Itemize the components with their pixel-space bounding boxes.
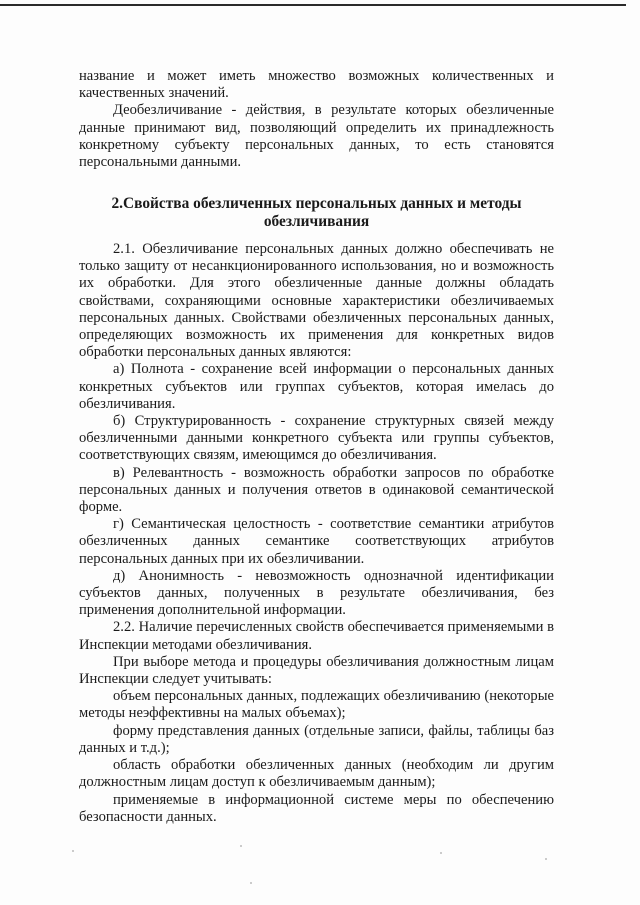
- property-semantic-integrity: г) Семантическая целостность - соответствие семантики атрибутов обезличенных данных семантике соответствующих атрибутов персональных данных при их обезличивании.: [79, 516, 554, 567]
- section-2-heading: [79, 195, 554, 231]
- property-completeness: а) Полнота - сохранение всей информации о персональных данных конкретных субъектов или группах субъектов, которая имелась до обезличивания.: [79, 361, 554, 412]
- section-2-title-line-2: обезличивания: [263, 213, 370, 230]
- property-anonymity: д) Анонимность - невозможность однозначной идентификации субъектов данных, полученных в результате обезличивания, без применения дополнительной информации.: [79, 567, 554, 619]
- definition-deanonymization: Деобезличивание - действия, в результате которых обезличенные данные принимают вид, позволяющий определить их принадлежность конкретному субъекту персональных данных, то есть становятся персональными данными.: [79, 102, 554, 171]
- section-2-body: [79, 241, 554, 826]
- intro-block: [79, 68, 554, 171]
- consideration-security: применяемые в информационной системе меры по обеспечению безопасности данных.: [79, 791, 554, 825]
- scan-speck: [440, 852, 442, 854]
- consideration-volume: объем персональных данных, подлежащих обезличиванию (некоторые методы неэффективны на малых объемах);: [79, 688, 554, 722]
- consideration-format: форму представления данных (отдельные записи, файлы, таблицы баз данных и т.д.);: [79, 722, 554, 756]
- consideration-scope: область обработки обезличенных данных (необходим ли другим должностным лицам доступ к обезличиваемым данным);: [79, 757, 554, 791]
- paragraph-2-2: 2.2. Наличие перечисленных свойств обеспечивается применяемыми в Инспекции методами обезличивания.: [79, 619, 554, 653]
- scan-speck: [240, 845, 242, 847]
- top-border-line: [0, 4, 626, 6]
- paragraph-2-1: 2.1. Обезличивание персональных данных должно обеспечивать не только защиту от несанкционированного использования, но и возможность их обработки. Для этого обезличенные данные должны обладать свойствами, сохраняющими основные характеристики обезличиваемых персональных данных. Свойствами обезличенных персональных данных, определяющих возможность их применения для конкретных видов обработки персональных данных являются:: [79, 241, 554, 361]
- property-relevance: в) Релевантность - возможность обработки запросов по обработке персональных данных и получения ответов в одинаковой семантической форме.: [79, 464, 554, 516]
- section-2-title-line-1: 2.Свойства обезличенных персональных данных и методы: [111, 195, 522, 212]
- property-structure: б) Структурированность - сохранение структурных связей между обезличенными данными конкретного субъекта или группы субъектов, соответствующих связям, имеющимся до обезличивания.: [79, 413, 554, 464]
- intro-paragraph-1: название и может иметь множество возможных количественных и качественных значений.: [79, 68, 554, 102]
- scan-speck: [250, 882, 252, 884]
- paragraph-method-choice: При выборе метода и процедуры обезличивания должностным лицам Инспекции следует учитывать:: [79, 653, 554, 688]
- scan-speck: [545, 858, 547, 860]
- scan-speck: [72, 850, 74, 852]
